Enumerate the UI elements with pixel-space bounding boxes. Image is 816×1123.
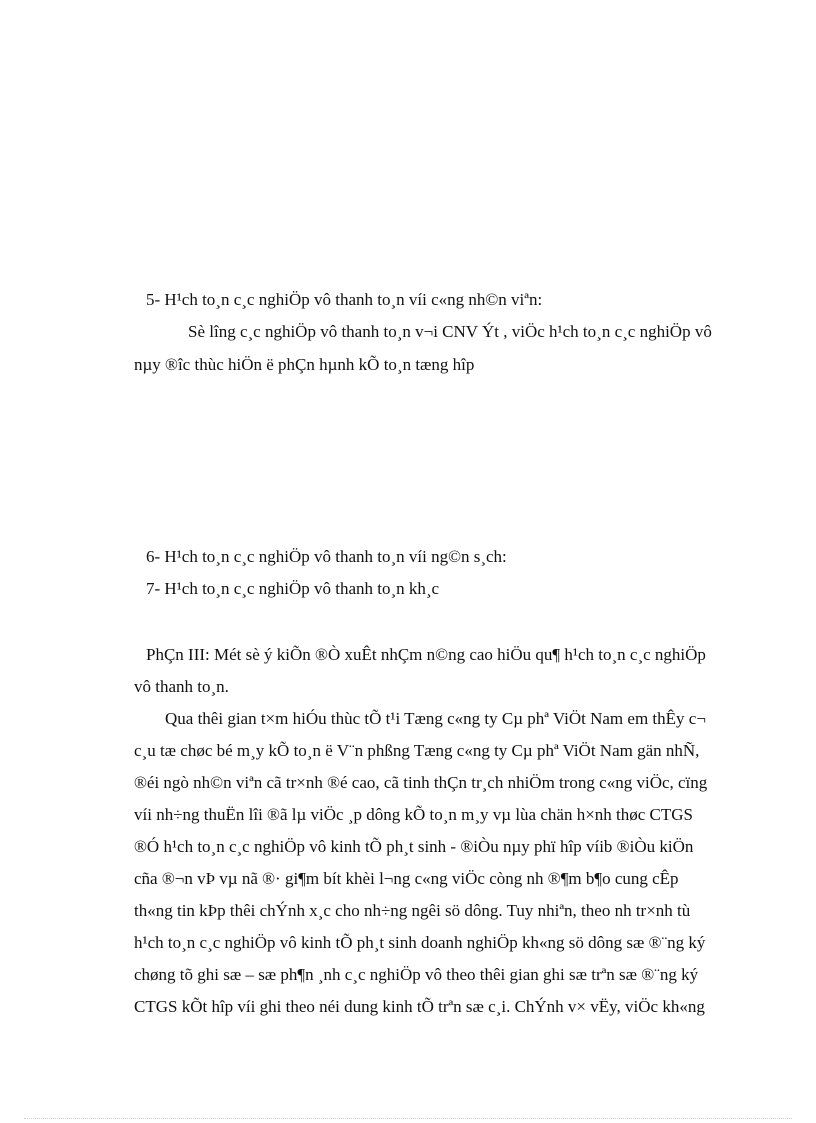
page-bottom-divider	[24, 1118, 792, 1119]
paragraph-line-8: h¹ch to¸n c¸c nghiÖp vô kinh tÕ ph¸t sinh doanh nghiÖp kh«ng sö dông sæ ®¨ng ký	[134, 933, 706, 952]
paragraph-line-5: ®Ó h¹ch to¸n c¸c nghiÖp vô kinh tÕ ph¸t sinh - ®iÒu nµy phï hîp víib ®iÒu kiÖn	[134, 837, 694, 856]
paragraph-line-4: víi nh÷ng thuËn lîi ®ã lµ viÖc ¸p dông kÕ to¸n m¸y vµ lùa chän h×nh thøc CTGS	[134, 805, 693, 824]
paragraph-line-7: th«ng tin kÞp thêi chÝnh x¸c cho nh÷ng ngêi sö dông. Tuy nhiªn, theo nh tr×nh tù	[134, 901, 691, 920]
section-6-heading: 6- H¹ch to¸n c¸c nghiÖp vô thanh to¸n víi ng©n s¸ch:	[146, 547, 507, 566]
section-7-heading: 7- H¹ch to¸n c¸c nghiÖp vô thanh to¸n kh¸c	[146, 579, 440, 598]
paragraph-line-10: CTGS kÕt hîp víi ghi theo néi dung kinh tÕ trªn sæ c¸i. ChÝnh v× vËy, viÖc kh«ng	[134, 997, 705, 1016]
section-5-body-line-2: nµy ®îc thùc hiÖn ë phÇn hµnh kÕ to¸n tæng hîp	[134, 355, 475, 374]
section-5-heading: 5- H¹ch to¸n c¸c nghiÖp vô thanh to¸n víi c«ng nh©n viªn:	[146, 290, 543, 309]
paragraph-line-6: cña ®¬n vÞ vµ nã ®· gi¶m bít khèi l¬ng c«ng viÖc còng nh ®¶m b¶o cung cÊp	[134, 869, 679, 888]
paragraph-line-9: chøng tõ ghi sæ – sæ ph¶n ¸nh c¸c nghiÖp vô theo thêi gian ghi sæ trªn sæ ®¨ng ký	[134, 965, 699, 984]
section-5-body-line-1: Sè lîng c¸c nghiÖp vô thanh to¸n v¬i CNV Ýt , viÖc h¹ch to¸n c¸c nghiÖp vô	[188, 322, 712, 341]
paragraph-line-3: ®éi ngò nh©n viªn cã tr×nh ®é cao, cã tinh thÇn tr¸ch nhiÖm trong c«ng viÖc, cïng	[134, 773, 708, 792]
part-3-title-line-2: vô thanh to¸n.	[134, 677, 229, 696]
paragraph-line-1: Qua thêi gian t×m hiÓu thùc tÕ t¹i Tæng c«ng ty Cµ phª ViÖt Nam em thÊy c¬	[165, 709, 706, 728]
paragraph-line-2: c¸u tæ chøc bé m¸y kÕ to¸n ë V¨n phßng Tæng c«ng ty Cµ phª ViÖt Nam gän nhÑ,	[134, 741, 700, 760]
part-3-title-line-1: PhÇn III: Mét sè ý kiÕn ®Ò xuÊt nhÇm n©ng cao hiÖu qu¶ h¹ch to¸n c¸c nghiÖp	[146, 645, 706, 664]
